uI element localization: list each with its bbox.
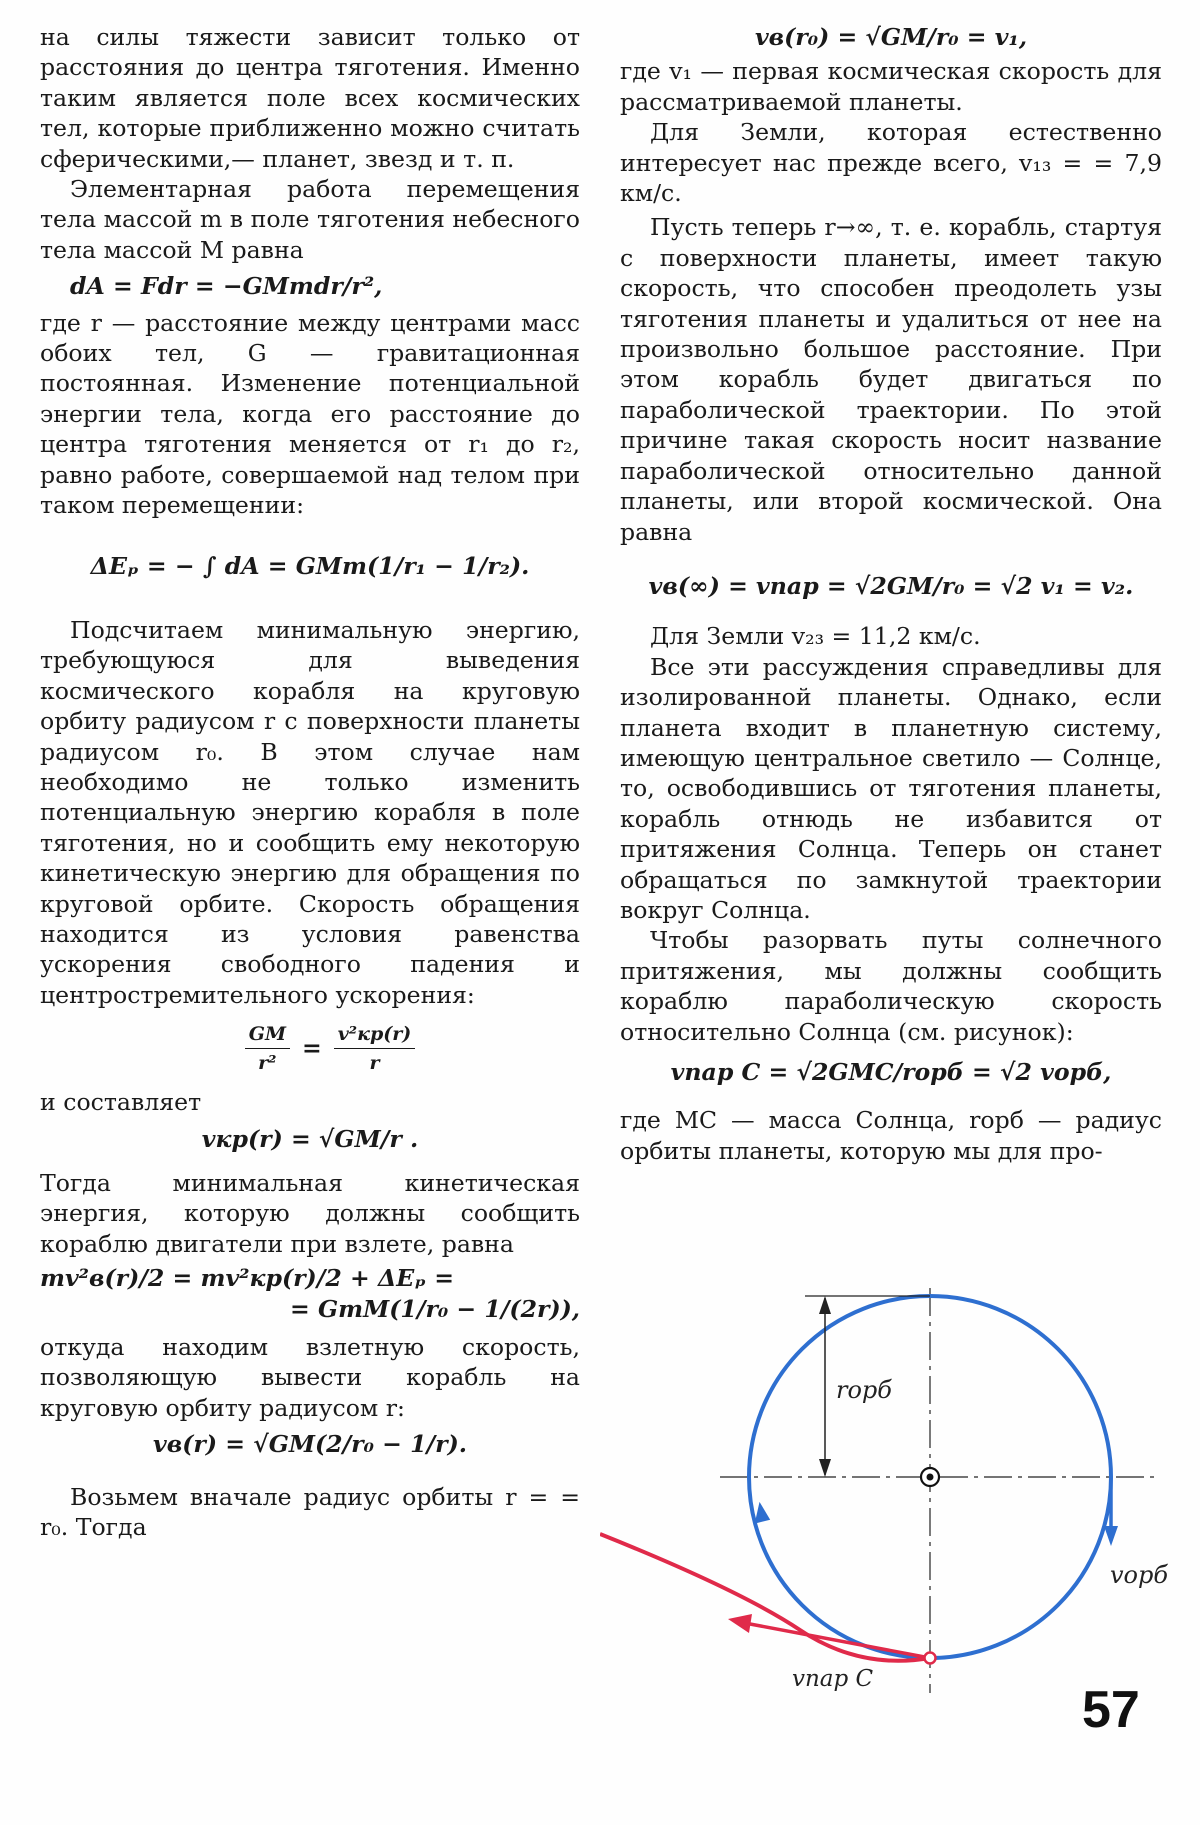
fraction-rhs — [334, 1022, 416, 1075]
fraction-numerator: GM — [245, 1022, 290, 1049]
paragraph: и составляет — [40, 1088, 202, 1117]
equation-second-cosmic: vв(∞) = vпар = √2GM/r₀ = √2 v₁ = v₂. — [648, 571, 1134, 600]
equation-work: dA = Fdr = −GMmdr/r², — [70, 272, 383, 301]
equation-acceleration — [80, 1022, 580, 1075]
planet-marker — [925, 1653, 936, 1664]
fraction-lhs — [245, 1022, 290, 1075]
paragraph: Подсчитаем минимальную энергию, требующуюся для выведения космического корабля на круговую орбиту радиусом r с поверхности планеты радиусом r₀. В этом случае нам необходимо не только изменить потенциальную энергию корабля в поле тяготения, но и сообщить ему некоторую кинетическую энергию для обращения по круговой орбите. Скорость обращения находится из условия равенства ускорения свободного падения и центростремительного ускорения: — [40, 615, 580, 1009]
equals-sign: = — [301, 1034, 322, 1063]
equation-first-cosmic: vв(r₀) = √GM/r₀ = v₁, — [754, 23, 1028, 51]
page-number: 57 — [1082, 1681, 1140, 1739]
paragraph: откуда находим взлетную скорость, позволяющую вывести корабль на круговую орбиту радиусом r: — [40, 1333, 580, 1422]
paragraph: Для Земли, которая естественно интересует нас прежде всего, v₁₃ = = 7,9 км/с. — [620, 118, 1162, 208]
paragraph: где MС — масса Солнца, rорб — радиус орбиты планеты, которую мы для про- — [620, 1106, 1162, 1165]
paragraph: Тогда минимальная кинетическая энергия, которую должны сообщить кораблю двигатели при взлете, равна — [40, 1169, 580, 1258]
arrow-down-icon — [1104, 1526, 1118, 1546]
equation-circular-velocity: vкр(r) = √GM/r . — [201, 1124, 419, 1153]
paragraph: Пусть теперь r→∞, т. е. корабль, стартуя с поверхности планеты, имеет такую скорость, что способен преодолеть узы тяготения планеты и удалиться от нее на произвольно большое расстояние. При этом корабль будет двигаться по параболической траектории. По этой причине такая скорость носит название параболической относительно данной планеты, или второй космической. Она равна — [620, 213, 1162, 546]
paragraph: Чтобы разорвать путы солнечного притяжения, мы должны сообщить кораблю параболическую скорость относительно Солнца (см. рисунок): — [620, 926, 1162, 1046]
paragraph: Возьмем вначале радиус орбиты r = = r₀. Тогда — [40, 1482, 580, 1542]
paragraph: на силы тяжести зависит только от расстояния до центра тяготения. Именно таким является поле всех космических тел, которые приближенно можно считать сферическими,— планет, звезд и т. п. — [40, 23, 580, 173]
paragraph: Для Земли v₂₃ = 11,2 км/с. — [650, 622, 981, 651]
fraction-denominator: r — [369, 1052, 380, 1075]
arrow-left-icon — [728, 1614, 752, 1633]
fraction-denominator: r² — [258, 1052, 277, 1075]
paragraph: Элементарная работа перемещения тела массой m в поле тяготения небесного тела массой M равна — [40, 175, 580, 264]
paragraph: где r — расстояние между центрами масс обоих тел, G — гравитационная постоянная. Изменение потенциальной энергии тела, когда его расстояние до центра тяготения меняется от r₁ до r₂, равно работе, совершаемой над телом при таком перемещении: — [40, 308, 580, 520]
fraction-numerator: v²кр(r) — [334, 1022, 416, 1049]
equation-kinetic-energy-2: = GmM(1/r₀ − 1/(2r)), — [290, 1294, 580, 1323]
parabolic-velocity-label: vпар С — [792, 1666, 874, 1692]
right-column — [620, 22, 1162, 1166]
orbit-figure — [600, 1278, 1200, 1698]
equation-potential-energy: ΔEₚ = − ∫ dA = GMm(1/r₁ − 1/r₂). — [90, 551, 530, 580]
paragraph: где v₁ — первая космическая скорость для рассматриваемой планеты. — [620, 57, 1162, 116]
equation-launch-velocity: vв(r) = √GM(2/r₀ − 1/r). — [153, 1430, 467, 1459]
parabolic-velocity-vector — [750, 1624, 930, 1658]
arrow-down-icon — [819, 1459, 831, 1477]
left-column — [40, 22, 580, 1542]
arrow-up-icon — [819, 1296, 831, 1314]
radius-label: rорб — [836, 1376, 892, 1404]
equation-kinetic-energy-1: mv²в(r)/2 = mv²кр(r)/2 + ΔEₚ = — [40, 1264, 454, 1293]
sun-dot — [927, 1474, 934, 1481]
equation-solar-parabolic: vпар С = √2GMС/rорб = √2 vорб, — [670, 1058, 1112, 1086]
orbital-velocity-label: vорб — [1110, 1561, 1169, 1589]
paragraph: Все эти рассуждения справедливы для изолированной планеты. Однако, если планета входит в планетную систему, имеющую центральное светило — Солнце, то, освободившись от тяготения планеты, корабль отнюдь не избавится от притяжения Солнца. Теперь он станет обращаться по замкнутой траектории вокруг Солнца. — [620, 652, 1162, 924]
